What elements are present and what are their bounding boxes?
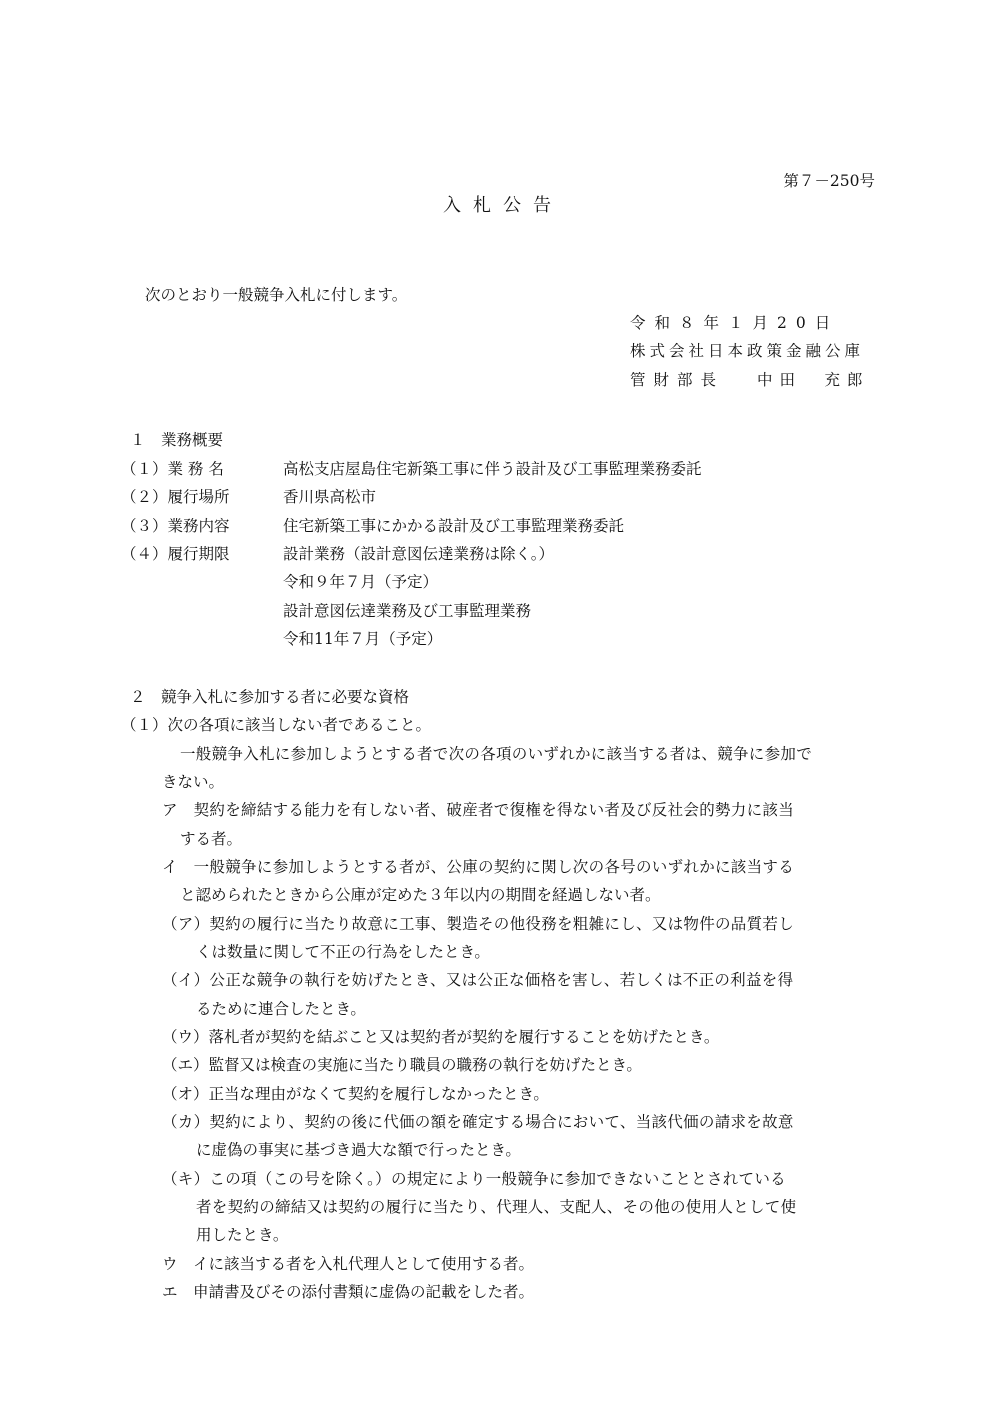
item-value: 住宅新築工事にかかる設計及び工事監理業務委託 xyxy=(283,517,625,535)
clause-a-cont: する者。 xyxy=(180,830,243,848)
clause-a: ア 契約を締結する能力を有しない者、破産者で復権を得ない者及び反社会的勢力に該当 xyxy=(162,801,795,819)
subclause-e: （エ）監督又は検査の実施に当たり職員の職務の執行を妨げたとき。 xyxy=(162,1056,642,1074)
item-value: 高松支店屋島住宅新築工事に伴う設計及び工事監理業務委託 xyxy=(283,460,702,478)
section-1-heading: １ 業務概要 xyxy=(130,431,224,449)
subclause-i: （イ）公正な競争の執行を妨げたとき、又は公正な価格を害し、若しくは不正の利益を得 xyxy=(162,971,794,989)
clause-i-cont: と認められたときから公庫が定めた３年以内の期間を経過しない者。 xyxy=(180,886,661,904)
intro-text: 次のとおり一般競争入札に付します。 xyxy=(145,286,408,304)
term-line: 設計意図伝達業務及び工事監理業務 xyxy=(283,602,532,620)
item-label: （３）業務内容 xyxy=(121,517,230,535)
issue-date: 令和８年１月20日 xyxy=(630,314,840,332)
clause-e: エ 申請書及びその添付書類に虚偽の記載をした者。 xyxy=(162,1283,535,1301)
subclause-cont: くは数量に関して不正の行為をしたとき。 xyxy=(196,943,490,961)
subclause-cont: 者を契約の締結又は契約の履行に当たり、代理人、支配人、その他の使用人として使 xyxy=(196,1198,797,1216)
subclause-u: （ウ）落札者が契約を結ぶこと又は契約者が契約を履行することを妨げたとき。 xyxy=(162,1028,720,1046)
document-number: 第７－250号 xyxy=(783,172,875,190)
clause-i: イ 一般競争に参加しようとする者が、公庫の契約に関し次の各号のいずれかに該当する xyxy=(162,858,795,876)
term-line: 令和11年７月（予定） xyxy=(283,630,443,648)
subclause-a: （ア）契約の履行に当たり故意に工事、製造その他役務を粗雑にし、又は物件の品質若し xyxy=(162,915,795,933)
item-label: （４）履行期限 xyxy=(121,545,230,563)
item-value: 設計業務（設計意図伝達業務は除く。） xyxy=(283,545,554,563)
subclause-cont: に虚偽の事実に基づき過大な額で行ったとき。 xyxy=(196,1141,521,1159)
item-label: （１）業 務 名 xyxy=(121,460,224,478)
issuer-name: 中田 充郎 xyxy=(757,371,870,389)
term-line: 令和９年７月（予定） xyxy=(283,573,439,591)
issuer-organization: 株式会社日本政策金融公庫 xyxy=(630,342,865,360)
paragraph-line: 一般競争入札に参加しようとする者で次の各項のいずれかに該当する者は、競争に参加で xyxy=(180,745,813,763)
paragraph-line: きない。 xyxy=(162,773,225,791)
subclause-cont: 用したとき。 xyxy=(196,1226,289,1244)
section-2-heading: ２ 競争入札に参加する者に必要な資格 xyxy=(130,688,410,706)
issuer-department: 管財部長 xyxy=(630,371,725,389)
item-value: 香川県高松市 xyxy=(283,488,377,506)
subclause-o: （オ）正当な理由がなくて契約を履行しなかったとき。 xyxy=(162,1085,549,1103)
item-label: （２）履行場所 xyxy=(121,488,230,506)
subclause-ka: （カ）契約により、契約の後に代価の額を確定する場合において、当該代価の請求を故意 xyxy=(162,1113,794,1131)
page-title: 入札公告 xyxy=(443,195,563,216)
subclause-ki: （キ）この項（この号を除く。）の規定により一般競争に参加できないこととされている xyxy=(162,1170,786,1188)
subclause-cont: るために連合したとき。 xyxy=(196,1000,366,1018)
subsection-1-heading: （１）次の各項に該当しない者であること。 xyxy=(121,716,432,734)
clause-u: ウ イに該当する者を入札代理人として使用する者。 xyxy=(162,1255,535,1273)
